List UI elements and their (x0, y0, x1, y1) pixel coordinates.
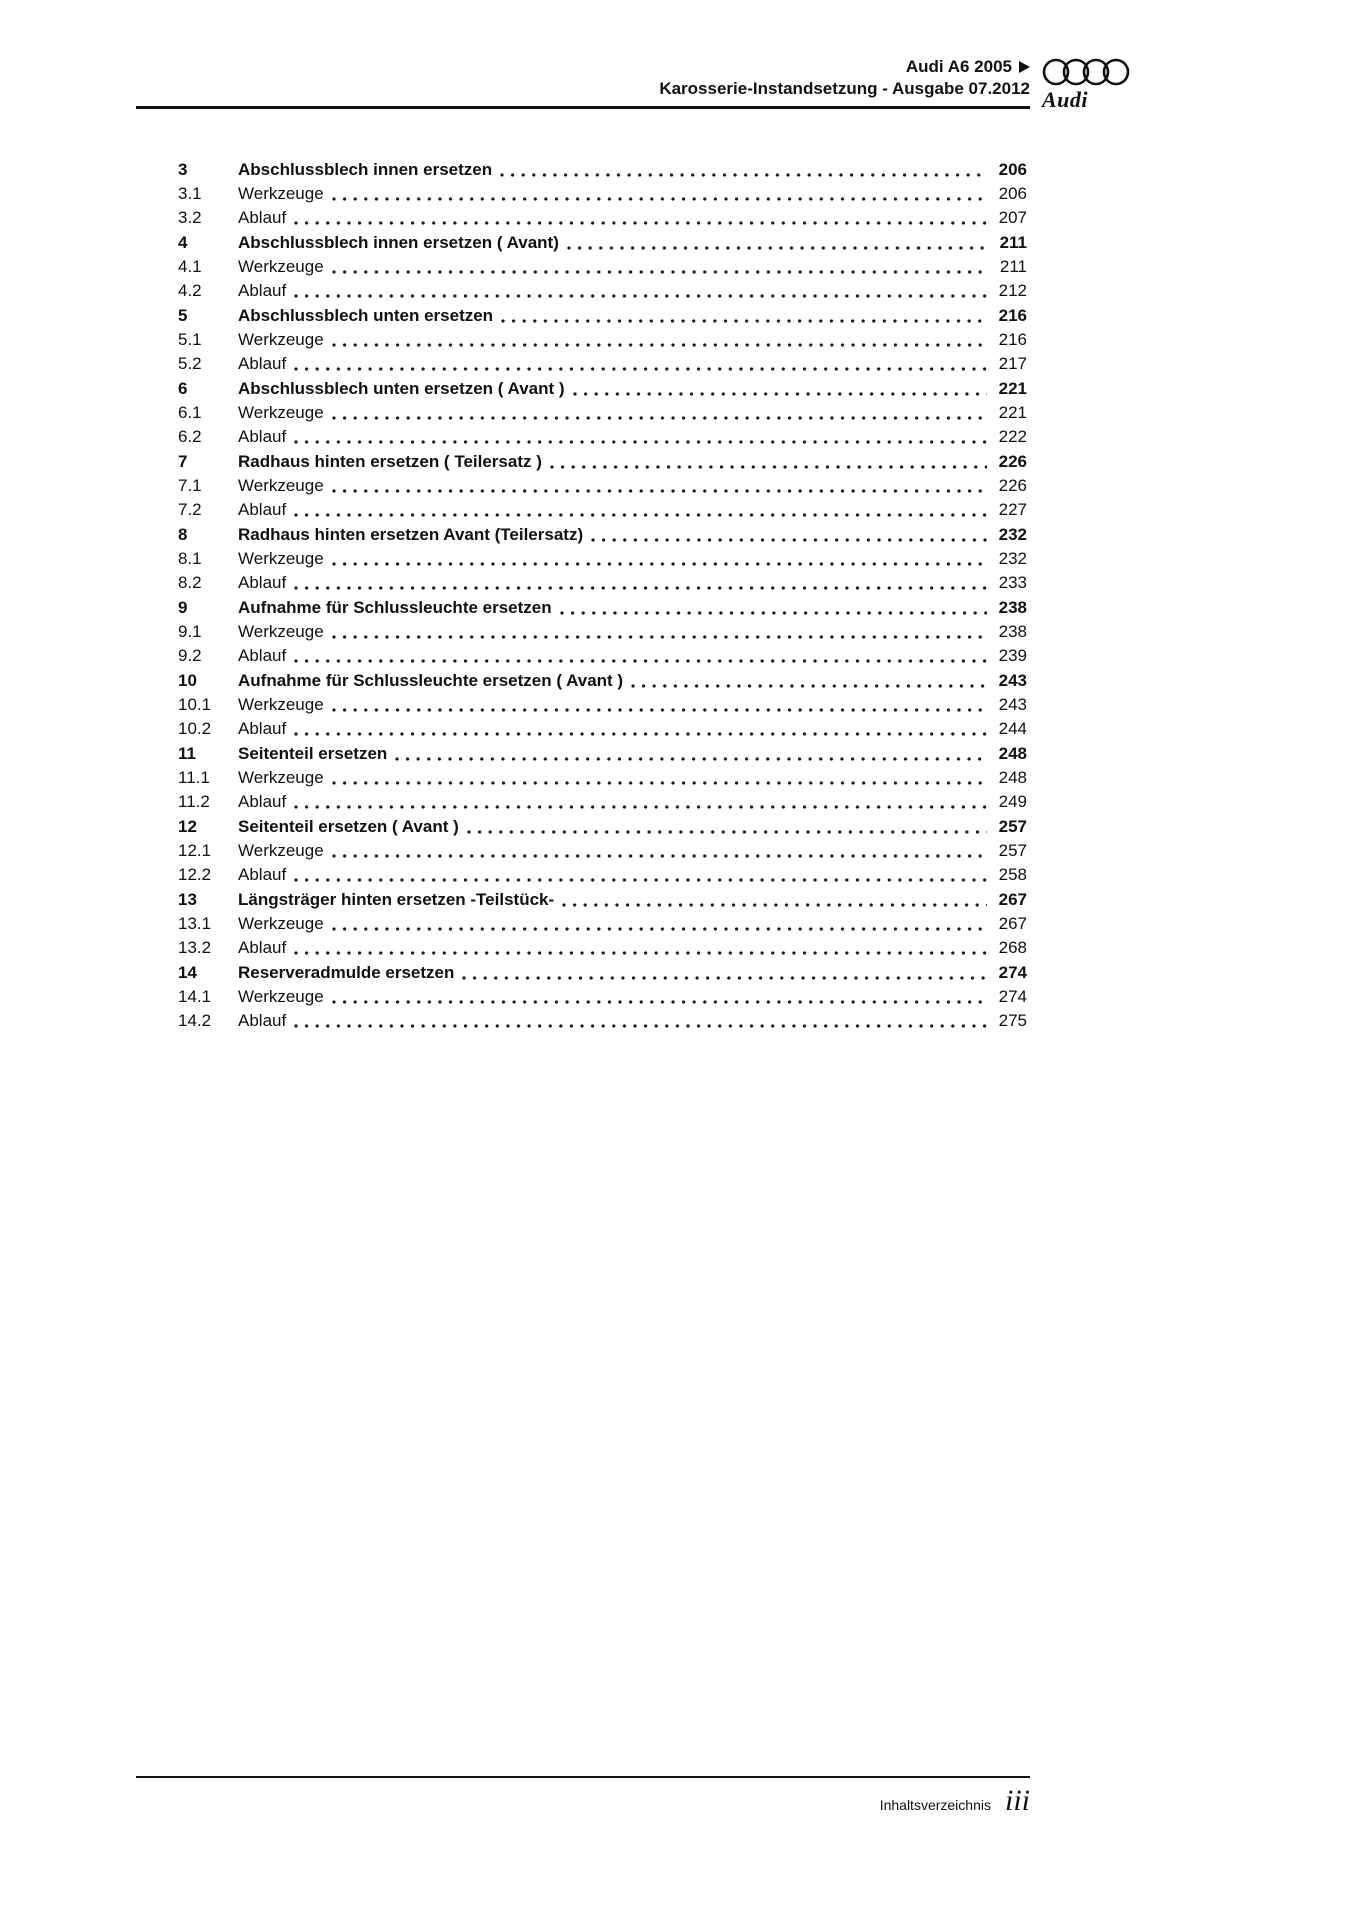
toc-entry-number: 11 (178, 744, 196, 763)
dot-leader (550, 450, 987, 474)
toc-entry-title: Abschlussblech unten ersetzen ( Avant ) (238, 379, 565, 398)
toc-entry-page: 244 (998, 719, 1027, 738)
toc-entry-page: 257 (998, 841, 1027, 860)
toc-group (178, 961, 1027, 1033)
toc-entry-sub (178, 328, 1027, 352)
toc-group (178, 231, 1027, 303)
dot-leader (560, 596, 987, 620)
toc-entry-page: 222 (998, 427, 1027, 446)
toc-entry-sub (178, 474, 1027, 498)
toc-entry-number: 13 (178, 890, 197, 909)
toc-entry-number: 7 (178, 452, 188, 471)
toc-entry-sub (178, 644, 1027, 668)
toc-entry-page: 226 (998, 452, 1027, 471)
toc-entry-page: 211 (999, 233, 1027, 252)
toc-entry-number: 7.2 (178, 500, 202, 519)
dot-leader (294, 498, 987, 522)
toc-entry-title: Werkzeuge (238, 257, 324, 276)
dot-leader (573, 377, 987, 401)
toc-group (178, 450, 1027, 522)
toc-entry-page: 233 (998, 573, 1027, 592)
toc-entry-title: Werkzeuge (238, 549, 324, 568)
toc-entry-page: 221 (998, 403, 1027, 422)
toc-entry-page: 274 (998, 963, 1027, 982)
toc-entry-title: Ablauf (238, 281, 287, 300)
toc-entry-title: Abschlussblech innen ersetzen ( Avant) (238, 233, 559, 252)
toc-entry-sub (178, 936, 1027, 960)
toc-entry-sub (178, 620, 1027, 644)
toc-entry-sub (178, 717, 1027, 741)
dot-leader (332, 547, 987, 571)
toc-entry-title: Ablauf (238, 1011, 287, 1030)
page-footer (136, 1784, 1030, 1818)
dot-leader (332, 255, 987, 279)
toc-entry-title: Seitenteil ersetzen (238, 744, 388, 763)
toc-entry-main (178, 596, 1027, 620)
dot-leader (294, 206, 987, 230)
toc-entry-sub (178, 255, 1027, 279)
toc-entry-page: 212 (998, 281, 1027, 300)
brand-logo (1042, 57, 1132, 112)
toc-entry-main (178, 158, 1027, 182)
dot-leader (294, 1009, 987, 1033)
toc-entry-number: 8.1 (178, 549, 202, 568)
toc-entry-page: 227 (998, 500, 1027, 519)
dot-leader (294, 644, 987, 668)
toc-entry-sub (178, 182, 1027, 206)
dot-leader (294, 571, 987, 595)
toc-group (178, 158, 1027, 230)
toc-entry-number: 8 (178, 525, 188, 544)
toc-entry-title: Werkzeuge (238, 695, 324, 714)
toc-entry-sub (178, 352, 1027, 376)
toc-group (178, 596, 1027, 668)
audi-wordmark: Audi (1042, 87, 1089, 112)
footer-divider (136, 1776, 1030, 1778)
dot-leader (501, 304, 987, 328)
dot-leader (332, 839, 987, 863)
dot-leader (395, 742, 987, 766)
dot-leader (462, 961, 987, 985)
dot-leader (294, 936, 987, 960)
header-model-text: Audi A6 2005 (905, 57, 1012, 76)
toc-entry-main (178, 304, 1027, 328)
toc-entry-title: Radhaus hinten ersetzen Avant (Teilersatz) (238, 525, 584, 544)
dot-leader (294, 352, 987, 376)
toc-entry-number: 13.2 (178, 938, 212, 957)
dot-leader (294, 717, 987, 741)
toc-entry-number: 5 (178, 306, 188, 325)
toc-entry-title: Werkzeuge (238, 476, 324, 495)
toc-entry-number: 6.2 (178, 427, 202, 446)
toc-entry-page: 206 (998, 184, 1027, 203)
toc-entry-title: Werkzeuge (238, 768, 324, 787)
toc-entry-title: Abschlussblech unten ersetzen (238, 306, 494, 325)
toc-entry-main (178, 961, 1027, 985)
toc-entry-title: Ablauf (238, 354, 287, 373)
dot-leader (467, 815, 987, 839)
toc-entry-page: 232 (998, 549, 1027, 568)
header-model-line (136, 56, 1030, 78)
toc-entry-sub (178, 279, 1027, 303)
toc-entry-number: 3 (178, 160, 188, 179)
toc-entry-page: 267 (998, 914, 1027, 933)
toc-entry-sub (178, 912, 1027, 936)
toc-entry-title: Abschlussblech innen ersetzen (238, 160, 493, 179)
dot-leader (294, 425, 987, 449)
toc-entry-title: Ablauf (238, 865, 287, 884)
toc-entry-page: 248 (998, 768, 1027, 787)
toc-entry-number: 7.1 (178, 476, 202, 495)
dot-leader (332, 766, 987, 790)
toc-group (178, 669, 1027, 741)
toc-entry-page: 249 (998, 792, 1027, 811)
toc-entry-number: 9.1 (178, 622, 202, 641)
toc-entry-main (178, 450, 1027, 474)
dot-leader (332, 182, 987, 206)
toc-entry-number: 11.1 (178, 768, 210, 787)
toc-entry-title: Ablauf (238, 719, 287, 738)
toc-entry-sub (178, 425, 1027, 449)
toc-entry-title: Werkzeuge (238, 403, 324, 422)
toc-entry-number: 9.2 (178, 646, 202, 665)
dot-leader (500, 158, 987, 182)
toc-group (178, 888, 1027, 960)
toc-entry-main (178, 231, 1027, 255)
toc-entry-title: Ablauf (238, 573, 287, 592)
toc-entry-title: Ablauf (238, 938, 287, 957)
toc-entry-page: 207 (998, 208, 1027, 227)
header-subtitle: Karosserie-Instandsetzung - Ausgabe 07.2012 (659, 79, 1030, 98)
toc-entry-number: 9 (178, 598, 188, 617)
toc-entry-sub (178, 401, 1027, 425)
toc-entry-sub (178, 863, 1027, 887)
audi-rings-icon (1042, 57, 1130, 87)
dot-leader (294, 279, 987, 303)
toc-entry-title: Werkzeuge (238, 184, 324, 203)
toc-entry-title: Längsträger hinten ersetzen -Teilstück- (238, 890, 555, 909)
dot-leader (294, 863, 987, 887)
dot-leader (562, 888, 987, 912)
toc-entry-title: Reserveradmulde ersetzen (238, 963, 455, 982)
dot-leader (591, 523, 987, 547)
toc-entry-main (178, 742, 1027, 766)
toc-entry-title: Ablauf (238, 427, 287, 446)
toc-entry-sub (178, 1009, 1027, 1033)
toc-entry-number: 4 (178, 233, 188, 252)
toc-entry-page: 232 (998, 525, 1027, 544)
toc-entry-page: 267 (998, 890, 1027, 909)
toc-entry-sub (178, 839, 1027, 863)
toc-entry-main (178, 377, 1027, 401)
toc-entry-title: Werkzeuge (238, 330, 324, 349)
toc-entry-number: 5.1 (178, 330, 202, 349)
toc-entry-title: Werkzeuge (238, 841, 324, 860)
toc-entry-page: 274 (998, 987, 1027, 1006)
toc-entry-number: 12 (178, 817, 197, 836)
toc-entry-number: 8.2 (178, 573, 202, 592)
toc-group (178, 742, 1027, 814)
toc-entry-number: 6 (178, 379, 188, 398)
dot-leader (332, 985, 987, 1009)
toc-entry-page: 275 (998, 1011, 1027, 1030)
toc-entry-sub (178, 790, 1027, 814)
toc-group (178, 377, 1027, 449)
toc-entry-number: 11.2 (178, 792, 210, 811)
dot-leader (631, 669, 987, 693)
toc-entry-number: 3.2 (178, 208, 202, 227)
toc-entry-number: 10.1 (178, 695, 212, 714)
toc-entry-number: 14.2 (178, 1011, 212, 1030)
toc-group (178, 815, 1027, 887)
toc-group (178, 304, 1027, 376)
toc-entry-main (178, 669, 1027, 693)
toc-entry-number: 14 (178, 963, 197, 982)
toc-entry-page: 216 (998, 330, 1027, 349)
dot-leader (332, 620, 987, 644)
toc-entry-page: 217 (998, 354, 1027, 373)
toc-entry-number: 3.1 (178, 184, 202, 203)
toc-entry-number: 14.1 (178, 987, 212, 1006)
dot-leader (332, 328, 987, 352)
toc-entry-number: 5.2 (178, 354, 202, 373)
toc-entry-title: Aufnahme für Schlussleuchte ersetzen (238, 598, 552, 617)
toc-entry-number: 10 (178, 671, 197, 690)
toc-entry-page: 238 (998, 622, 1027, 641)
toc-entry-title: Werkzeuge (238, 987, 324, 1006)
toc-entry-sub (178, 985, 1027, 1009)
toc-entry-sub (178, 693, 1027, 717)
footer-page-number: iii (1004, 1784, 1030, 1817)
toc-entry-sub (178, 766, 1027, 790)
dot-leader (332, 693, 987, 717)
toc-entry-sub (178, 547, 1027, 571)
toc-entry-page: 243 (998, 671, 1027, 690)
toc-entry-page: 211 (999, 257, 1027, 276)
dot-leader (294, 790, 987, 814)
toc-entry-number: 12.1 (178, 841, 212, 860)
toc-entry-title: Radhaus hinten ersetzen ( Teilersatz ) (238, 452, 542, 471)
toc-entry-number: 10.2 (178, 719, 212, 738)
toc-entry-number: 6.1 (178, 403, 202, 422)
toc-entry-page: 221 (998, 379, 1027, 398)
dot-leader (567, 231, 987, 255)
toc-entry-main (178, 523, 1027, 547)
toc-entry-page: 239 (998, 646, 1027, 665)
dot-leader (332, 401, 987, 425)
toc-entry-title: Ablauf (238, 500, 287, 519)
toc-group (178, 523, 1027, 595)
toc-entry-title: Werkzeuge (238, 622, 324, 641)
toc-entry-number: 12.2 (178, 865, 212, 884)
toc-entry-page: 226 (998, 476, 1027, 495)
toc-entry-page: 268 (998, 938, 1027, 957)
toc-entry-sub (178, 498, 1027, 522)
toc-entry-page: 206 (998, 160, 1027, 179)
toc-entry-page: 248 (998, 744, 1027, 763)
dot-leader (332, 912, 987, 936)
toc-entry-sub (178, 571, 1027, 595)
toc-entry-title: Seitenteil ersetzen ( Avant ) (238, 817, 459, 836)
arrow-right-icon (1019, 61, 1030, 73)
toc-entry-page: 216 (998, 306, 1027, 325)
toc-entry-number: 4.1 (178, 257, 202, 276)
toc-entry-page: 238 (998, 598, 1027, 617)
table-of-contents (178, 158, 1027, 1034)
toc-entry-title: Aufnahme für Schlussleuchte ersetzen ( Avant ) (238, 671, 624, 690)
toc-entry-title: Werkzeuge (238, 914, 324, 933)
footer-section-label: Inhaltsverzeichnis (879, 1797, 991, 1813)
toc-entry-title: Ablauf (238, 208, 287, 227)
toc-entry-title: Ablauf (238, 792, 287, 811)
toc-entry-sub (178, 206, 1027, 230)
toc-entry-page: 258 (998, 865, 1027, 884)
toc-entry-number: 4.2 (178, 281, 202, 300)
dot-leader (332, 474, 987, 498)
header-divider (136, 106, 1030, 109)
page-header (136, 56, 1030, 100)
toc-entry-main (178, 815, 1027, 839)
toc-entry-page: 257 (998, 817, 1027, 836)
toc-entry-page: 243 (998, 695, 1027, 714)
toc-entry-main (178, 888, 1027, 912)
toc-entry-title: Ablauf (238, 646, 287, 665)
toc-entry-number: 13.1 (178, 914, 212, 933)
